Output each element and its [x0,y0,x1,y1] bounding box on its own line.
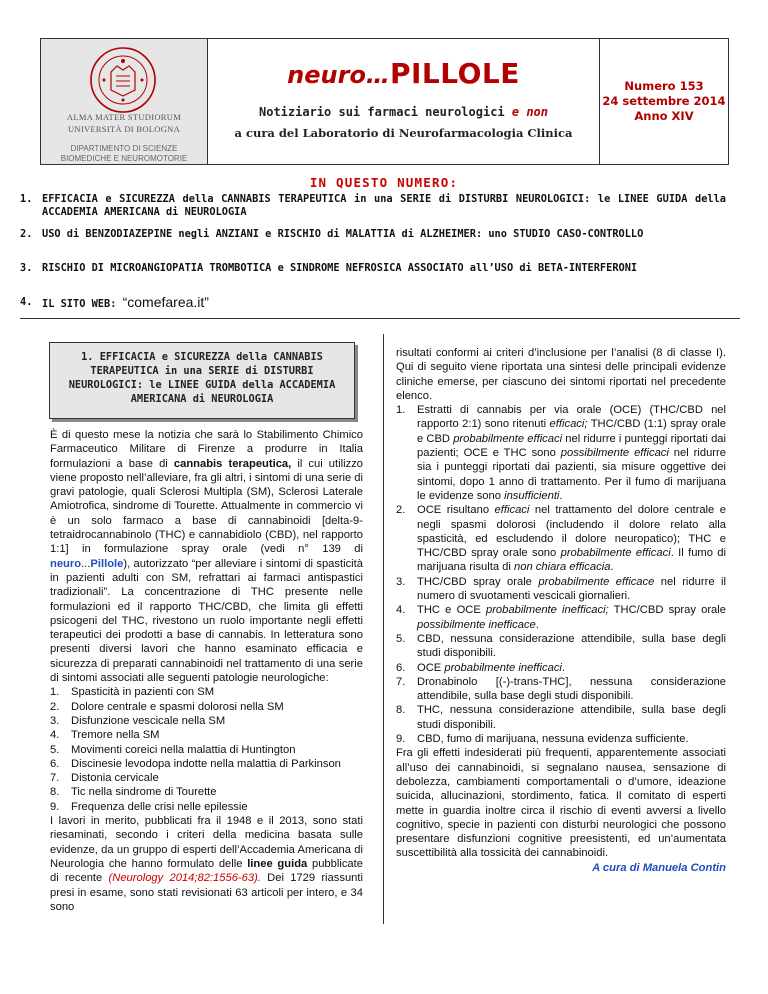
result-text-run: efficaci; [549,418,588,431]
result-item [396,632,726,661]
result-text-run: OCE risultano [417,504,495,517]
pathology-text: Discinesie levodopa indotte nella malattia di Parkinson [71,757,341,770]
result-text-run: OCE [417,661,445,674]
issue-date: 24 settembre 2014 [602,94,726,108]
text-run: pubblicate di recente [50,857,363,885]
toc-item-number: 1. [20,193,33,205]
pathology-text: Movimenti coreici nella malattia di Huntington [71,743,296,756]
result-text-run: nel trattamento del dolore centrale e negli spasmi dolorosi (includendo il dolore relato alla spasticità, ed escludendo il dolore neuropatico); THC e THC/CBD spray orale sono [417,504,726,560]
result-text-run: possibilmente inefficace [417,618,536,631]
masthead [40,38,729,165]
result-item [396,675,726,704]
toc-item-text: EFFICACIA e SICUREZZA della CANNABIS TERAPEUTICA in una SERIE di DISTURBI NEUROLOGICI: le LINEE GUIDA della ACCADEMIA AMERICANA di NEUROLOGIA [42,193,726,218]
pathology-item [50,785,363,799]
result-number: 1. [396,404,406,417]
result-text-run: probabilmente efficaci [453,432,563,445]
brand-main: PILLOLE [389,57,520,90]
citation-link[interactable]: (Neurology 2014;82:1556-63). [108,872,261,885]
result-text-run: efficaci [494,504,530,517]
result-text-run: THC e OCE [417,604,486,617]
newsletter-subtitle [208,105,599,119]
pathology-item [50,714,363,728]
brand-prefix: neuro… [287,61,390,89]
result-text-run: CBD, fumo di marijuana, nessuna evidenza sufficiente. [417,733,689,746]
result-text-run: possibilmente efficaci [560,447,669,460]
department-line1: DIPARTIMENTO DI SCIENZE [70,144,178,153]
curated-by: a cura del Laboratorio di Neurofarmacologia Clinica [234,126,573,140]
subtitle-accent: e non [511,105,548,119]
result-item [396,503,726,574]
result-text-run: THC/CBD spray orale [417,575,539,588]
website-link[interactable]: “comefarea.it” [122,294,209,310]
result-text-run: probabilmente inefficaci [444,661,562,674]
pathology-item [50,800,363,814]
result-text-run: non chiara efficacia [514,561,611,574]
result-text-run: probabilmente efficaci [560,547,671,560]
result-number: 2. [396,504,406,517]
pathology-item [50,771,363,785]
toc-item-number: 3. [20,262,33,274]
article-paragraph [50,814,363,914]
article-paragraph: risultati conformi ai criteri d’inclusione per l’analisi (8 di classe I). Qui di seguito viene riportata una sintesi delle principali evidenze cliniche emerse, per ciascuno dei sintomi riportati nel precedente elenco. [396,347,726,402]
department-line2: BIOMEDICHE E NEUROMOTORIE [60,154,188,163]
result-text [417,503,726,574]
result-text-run: Dronabinolo [(-)-trans-THC], nessuna considerazione attendibile, sulla base degli studi disponibili. [417,675,726,703]
result-text-run: . [561,661,566,674]
result-item [396,575,726,604]
result-text [417,632,726,661]
result-text-run: nel ridurre il numero di svuotamenti vescicali giornalieri. [417,575,726,603]
pathology-text: Frequenza delle crisi nelle epilessie [71,800,248,813]
toc-item-text: USO di BENZODIAZEPINE negli ANZIANI e RISCHIO di MALATTIA di ALZHEIMER: uno STUDIO CASO-CONTROLLO [42,228,644,240]
result-text-run: Estratti di cannabis per via orale (OCE) (THC/CBD nel rapporto 2:1) sono ritenuti [417,404,726,431]
article-left-column [50,428,363,914]
result-item [396,661,726,675]
article-right-column [396,346,726,875]
result-text [417,675,726,704]
result-text-run: THC/CBD (1:1) spray orale e CBD [417,418,726,445]
text-run: linee guida [247,857,308,870]
result-item [396,603,726,632]
result-text-run: THC, nessuna considerazione attendibile, sulla base degli studi disponibili. [417,704,726,731]
result-text-run: . Il fumo di marijuana risulta di [417,547,727,574]
result-text-run: . [535,618,539,631]
result-number: 5. [396,632,406,645]
university-name-line1: ALMA MATER STUDIORUM [66,112,182,122]
pathology-number: 2. [50,700,60,713]
toc-title: IN QUESTO NUMERO: [309,175,459,190]
university-seal-icon [89,46,157,114]
issue-year: Anno XIV [634,109,694,123]
toc-item-text: IL SITO WEB: [42,298,117,310]
title-panel [208,39,600,164]
text-run: È di questo mese la notizia che sarà lo Stabilimento Chimico Farmaceutico Militare di Firenze a produrre in Italia formulazioni a base di [50,429,363,470]
issue-info-panel [600,39,728,164]
pathology-item [50,685,363,699]
result-number: 9. [396,733,406,746]
pathology-list [50,685,363,814]
result-text-run: nel ridurre sia i punteggi riportati dai pazienti, sia misure oggettive dei sintomi, dopo 1 anno di trattamento. Per il fumo di marijuana le evidenze sono [417,447,726,502]
pathology-number: 9. [50,800,60,813]
reference-neuro: neuro [50,557,82,570]
toc-item-number: 2. [20,228,33,240]
newsletter-title [208,57,599,90]
result-text [417,703,726,732]
section-divider [20,318,740,319]
pathology-text: Dolore centrale e spasmi dolorosi nella SM [71,700,284,713]
results-list [396,403,726,746]
pathology-text: Distonia cervicale [71,772,159,785]
pathology-number: 8. [50,786,60,799]
subtitle-main: Notiziario sui farmaci neurologici [259,105,505,119]
pathology-item [50,700,363,714]
result-text [417,603,726,632]
result-text [417,575,726,604]
result-text [417,403,726,503]
pathology-text: Tic nella sindrome di Tourette [71,786,217,799]
pathology-number: 3. [50,714,60,727]
result-item [396,732,726,746]
text-run: Dei 1729 riassunti presi in esame, sono stati revisionati 63 articoli per intero, e 34 sono [50,872,363,913]
result-item [396,403,726,503]
result-number: 4. [396,604,406,617]
result-number: 3. [396,575,406,588]
pathology-number: 5. [50,743,60,756]
pathology-text: Tremore nella SM [71,729,160,742]
author-credit: A cura di Manuela Contin [592,861,726,874]
text-run: ), autorizzato “per alleviare i sintomi di spasticità in pazienti adulti con SM, refrattari ai farmaci antispastici tradizionali”. La concentrazione di THC presente nelle formulazioni ed il rapporto THC/CBD, che limita gli effetti psicogeni del THC, rivestono un ruolo importante negli effetti terapeutici dei prodotti a base di cannabis. In letteratura sono presenti diversi lavori che hanno esaminato efficacia e sicurezza di preparati cannabinoidi nel trattamento di una serie di sintomi associati alle seguenti patologie neurologiche: [50,557,363,685]
result-item [396,703,726,732]
result-text-run: insufficienti [504,489,560,502]
pathology-number: 7. [50,772,60,785]
pathology-number: 1. [50,686,60,699]
result-text-run: CBD, nessuna considerazione attendibile, sulla base degli studi disponibili. [417,632,726,660]
toc-item-text: RISCHIO DI MICROANGIOPATIA TROMBOTICA e SINDROME NEFROSICA ASSOCIATO all’USO di BETA-INTERFERONI [42,262,638,274]
result-text-run: . [559,489,563,502]
result-text-run: probabilmente efficace [538,575,655,588]
text-run: I lavori in merito, pubblicati fra il 1948 e il 2013, sono stati riesaminati, secondo i criteri della medicina basata sulle evidenze, da un gruppo di esperti dell’Accademia Americana di Neurologia che hanno formulato delle [50,815,363,870]
result-text-run: . [610,561,614,574]
result-number: 7. [396,675,406,688]
column-divider [383,334,384,924]
pathology-text: Spasticità in pazienti con SM [71,686,215,699]
reference-ellipsis: ... [81,557,91,570]
text-run: cannabis terapeutica, [173,457,292,470]
pathology-item [50,743,363,757]
issue-number: Numero 153 [624,79,704,93]
result-number: 6. [396,661,406,674]
university-panel [41,39,208,164]
result-text-run: THC/CBD spray orale [608,604,726,617]
pathology-text: Disfunzione vescicale nella SM [71,714,226,727]
result-text [417,661,726,675]
pathology-item [50,757,363,771]
article-paragraph [50,428,363,685]
pathology-number: 4. [50,729,60,742]
toc-item-number: 4. [20,296,33,308]
result-text-run: nel ridurre i punteggi riportati dai pazienti; OCE e THC sono [417,432,726,460]
text-run: il cui utilizzo viene proposto nell’alleviare, fra gli altri, i sintomi di una serie di gravi patologie, quali Sclerosi Multipla (SM), Sclerosi Laterale Amiotrofica, sindrome di Tourette. Attualmente in commercio vi è un solo farmaco a base di cannabinoidi [delta-9-tetraidrocannabinolo (THC) e cannabidiolo (CBD), nel rapporto 1:1] in formulazione spray orale (vedi n° 139 di [50,457,364,556]
reference-pillole: Pillole [90,557,124,570]
result-text-run: probabilmente inefficaci; [485,604,609,617]
result-text [417,732,726,746]
article-title-box: 1. EFFICACIA e SICUREZZA della CANNABIS TERAPEUTICA in una SERIE di DISTURBI NEUROLOGICI: le LINEE GUIDA della ACCADEMIA AMERICANA di NEUROLOGIA [49,342,355,419]
result-number: 8. [396,704,406,717]
toc-item-body [42,296,726,311]
pathology-item [50,728,363,742]
article-paragraph: Fra gli effetti indesiderati più frequenti, apparentemente associati all’uso dei cannabinoidi, si segnalano nausea, sensazione di debolezza, cambiamenti comportamentali o d’umore, ideazione suicida, allucinazioni, stordimento, fatica. Il comitato di esperti mette in guardia inoltre circa il rischio di eventi avversi a livello cognitivo, specie in pazienti con disturbi neurologici che possono presentare disfunzioni cognitive preesistenti, ed un’aumentata suscettibilità alla tossicità dei cannabinoidi. [396,747,726,860]
pathology-number: 6. [50,757,60,770]
university-name-line2: UNIVERSITÀ DI BOLOGNA [67,124,181,134]
